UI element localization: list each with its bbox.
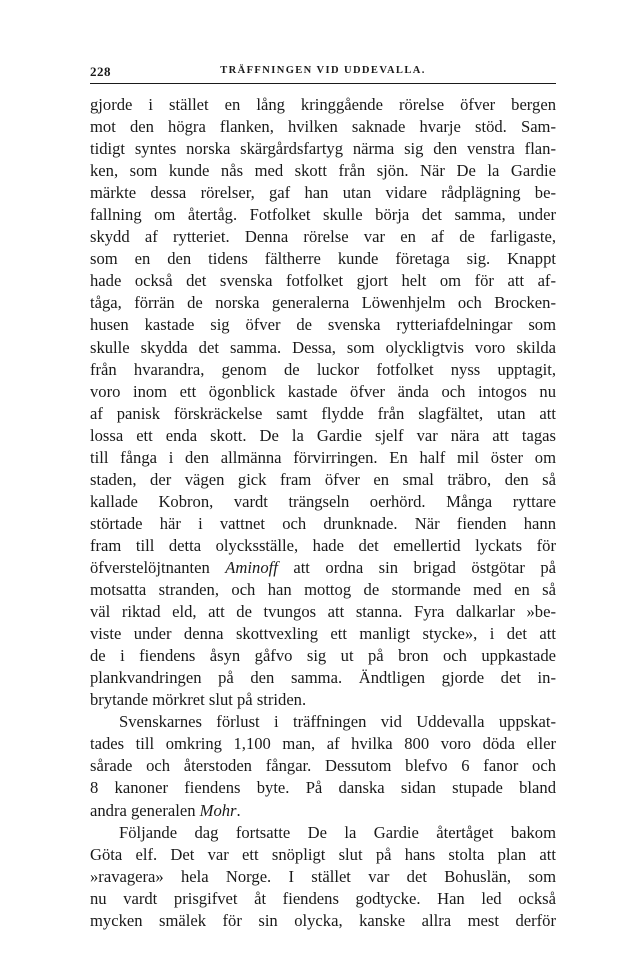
text-line: gjorde i stället en lång kringgående rörelse öfver bergen (90, 95, 556, 114)
text-line: sårade och återstoden fångar. Dessutom blefvo 6 fanor och (90, 756, 556, 776)
text-line: lossa ett enda skott. De la Gardie sjelf var nära att tagas (90, 425, 556, 445)
header-rule (90, 83, 556, 84)
text-line-with-name (90, 557, 556, 579)
text-line: märkte dessa rörelser, gaf han utan vidare rådplägning be- (90, 183, 556, 203)
text-line: tidigt syntes norska skärgårdsfartyg närma sig den venstra flan- (90, 139, 556, 159)
running-title: TRÄFFNINGEN VID UDDEVALLA. (220, 65, 426, 76)
paragraph-end-line-with-name (90, 800, 556, 822)
text-line: af panisk förskräckelse samt flydde från slagfältet, utan att (90, 403, 556, 423)
running-head (90, 64, 556, 80)
text-segment: öfverstelöjtnanten (90, 557, 226, 577)
text-line: väl riktad eld, att de tvungos att stanna. Fyra dalkarlar »be- (90, 602, 556, 622)
body-text (90, 94, 556, 932)
text-line: som en den tidens fältherre kunde företaga sig. Knappt (90, 249, 556, 269)
text-line: voro inom ett ögonblick kastade öfver ända och intogos nu (90, 381, 556, 401)
person-name-aminoff: Aminoff (225, 557, 278, 577)
text-line: störtade här i vattnet och drunknade. När fienden hann (90, 513, 556, 533)
person-name-mohr: Mohr (199, 800, 237, 820)
text-line: viste under denna skottvexling ett manligt stycke», i det att (90, 624, 556, 644)
text-line: husen kastade sig öfver de svenska rytteriafdelningar som (90, 315, 556, 335)
text-line: motsatta stranden, och han mottog de stormande med en så (90, 580, 556, 600)
text-line: mot den högra flanken, hvilken saknade hvarje stöd. Sam- (90, 117, 556, 137)
text-line: staden, der vägen gick fram öfver en smal träbro, den så (90, 469, 556, 489)
paragraph-start-line: Svenskarnes förlust i träffningen vid Uddevalla uppskat- (119, 712, 556, 732)
text-line: nu vardt prisgifvet åt fiendens godtycke. Han led också (90, 888, 556, 908)
page-number: 228 (90, 64, 111, 79)
text-line: fram till detta olycksställe, hade det emellertid lyckats för (90, 535, 556, 555)
text-line: »ravagera» hela Norge. I stället var det Bohuslän, som (90, 866, 556, 886)
text-line: skydd af rytteriet. Denna rörelse var en af de farligaste, (90, 227, 556, 247)
text-line: till fånga i den allmänna förvirringen. En half mil öster om (90, 447, 556, 467)
text-segment: att ordna sin brigad östgötar på (277, 557, 557, 577)
text-line: de i fiendens åsyn gåfvo sig ut på bron och uppkastade (90, 646, 556, 666)
text-line: Göta elf. Det var ett snöpligt slut på hans stolta plan att (90, 844, 556, 864)
text-line: fallning om återtåg. Fotfolket skulle börja det samma, under (90, 205, 556, 225)
text-segment: . (236, 800, 241, 820)
text-line: kallade Kobron, vardt trängseln oerhörd. Många ryttare (90, 491, 556, 511)
text-line: hade också det svenska fotfolket gjort helt om för att af- (90, 271, 556, 291)
text-line: från hvarandra, genom de luckor fotfolket nyss upptagit, (90, 359, 556, 379)
text-line: skulle skydda det samma. Dessa, som olyckligtvis voro skilda (90, 337, 556, 357)
text-line: plankvandringen på den samma. Ändtligen gjorde det in- (90, 668, 556, 688)
paragraph-end-line: brytande mörkret slut på striden. (90, 690, 307, 710)
paragraph-start-line: Följande dag fortsatte De la Gardie återtåget bakom (119, 822, 556, 842)
text-line: tåga, förrän de norska generalerna Löwenhjelm och Brocken- (90, 293, 556, 313)
text-line: 8 kanoner fiendens byte. På danska sidan stupade bland (90, 778, 556, 798)
text-line: ken, som kunde nås med skott från sjön. När De la Gardie (90, 161, 556, 181)
text-line: mycken smälek för sin olycka, kanske allra mest derför (90, 910, 556, 930)
text-line: tades till omkring 1,100 man, af hvilka 800 voro döda eller (90, 734, 556, 754)
text-segment: andra generalen (90, 800, 200, 820)
